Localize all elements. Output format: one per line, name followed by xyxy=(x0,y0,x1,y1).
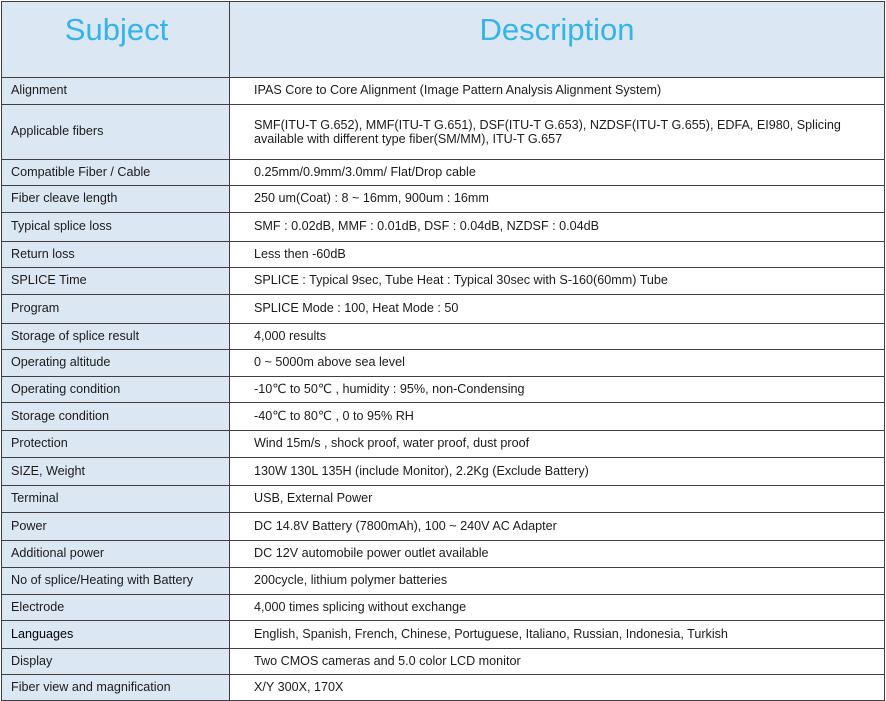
row-subject: Electrode xyxy=(2,595,230,621)
row-subject: Languages xyxy=(2,621,230,649)
table-row xyxy=(2,242,885,268)
table-row xyxy=(2,621,885,649)
table-row xyxy=(2,541,885,568)
table-row xyxy=(2,675,885,701)
row-description: -40℃ to 80℃ , 0 to 95% RH xyxy=(230,403,885,431)
row-subject: Power xyxy=(2,513,230,541)
row-description: USB, External Power xyxy=(230,486,885,513)
row-description: 4,000 times splicing without exchange xyxy=(230,595,885,621)
table-row xyxy=(2,595,885,621)
row-subject: Protection xyxy=(2,431,230,458)
row-description: SPLICE : Typical 9sec, Tube Heat : Typical 30sec with S-160(60mm) Tube xyxy=(230,268,885,295)
row-subject: Return loss xyxy=(2,242,230,268)
row-description: X/Y 300X, 170X xyxy=(230,675,885,701)
table-row xyxy=(2,324,885,350)
row-description: 0.25mm/0.9mm/3.0mm/ Flat/Drop cable xyxy=(230,160,885,186)
table-row xyxy=(2,431,885,458)
row-description: SMF(ITU-T G.652), MMF(ITU-T G.651), DSF(ITU-T G.653), NZDSF(ITU-T G.655), EDFA, EI980, Splicing available with different type fiber(SM/MM), ITU-T G.657 xyxy=(230,105,885,160)
row-subject: Alignment xyxy=(2,78,230,105)
row-subject: Fiber cleave length xyxy=(2,186,230,213)
row-subject: Additional power xyxy=(2,541,230,568)
table-row xyxy=(2,350,885,377)
table-row xyxy=(2,403,885,431)
table-row xyxy=(2,486,885,513)
row-subject: Operating altitude xyxy=(2,350,230,377)
table-row xyxy=(2,268,885,295)
table-row xyxy=(2,568,885,595)
row-subject: Display xyxy=(2,649,230,675)
row-description: SPLICE Mode : 100, Heat Mode : 50 xyxy=(230,295,885,324)
table-row xyxy=(2,78,885,105)
row-subject: SIZE, Weight xyxy=(2,458,230,486)
table-row xyxy=(2,105,885,160)
table-row xyxy=(2,458,885,486)
row-description: Two CMOS cameras and 5.0 color LCD monitor xyxy=(230,649,885,675)
row-subject: Program xyxy=(2,295,230,324)
row-description: DC 14.8V Battery (7800mAh), 100 ~ 240V AC Adapter xyxy=(230,513,885,541)
row-description: 200cycle, lithium polymer batteries xyxy=(230,568,885,595)
table-row xyxy=(2,295,885,324)
row-description: DC 12V automobile power outlet available xyxy=(230,541,885,568)
row-description: SMF : 0.02dB, MMF : 0.01dB, DSF : 0.04dB, NZDSF : 0.04dB xyxy=(230,213,885,242)
row-subject: Compatible Fiber / Cable xyxy=(2,160,230,186)
spec-table-container xyxy=(1,1,885,694)
header-row xyxy=(2,2,885,78)
description-column-header: Description xyxy=(230,2,885,78)
row-description: 4,000 results xyxy=(230,324,885,350)
spec-table xyxy=(1,1,885,701)
subject-column-header: Subject xyxy=(2,2,230,78)
row-subject: No of splice/Heating with Battery xyxy=(2,568,230,595)
row-subject: Fiber view and magnification xyxy=(2,675,230,701)
row-subject: SPLICE Time xyxy=(2,268,230,295)
table-row xyxy=(2,160,885,186)
row-subject: Storage of splice result xyxy=(2,324,230,350)
row-description: -10℃ to 50℃ , humidity : 95%, non-Condensing xyxy=(230,377,885,403)
row-subject: Typical splice loss xyxy=(2,213,230,242)
row-description: 250 um(Coat) : 8 ~ 16mm, 900um : 16mm xyxy=(230,186,885,213)
table-row xyxy=(2,649,885,675)
row-description: Wind 15m/s , shock proof, water proof, dust proof xyxy=(230,431,885,458)
row-description: Less then -60dB xyxy=(230,242,885,268)
table-row xyxy=(2,186,885,213)
row-description: 0 ~ 5000m above sea level xyxy=(230,350,885,377)
table-row xyxy=(2,213,885,242)
row-description: IPAS Core to Core Alignment (Image Pattern Analysis Alignment System) xyxy=(230,78,885,105)
table-row xyxy=(2,377,885,403)
row-description: 130W 130L 135H (include Monitor), 2.2Kg (Exclude Battery) xyxy=(230,458,885,486)
row-subject: Applicable fibers xyxy=(2,105,230,160)
row-subject: Operating condition xyxy=(2,377,230,403)
table-row xyxy=(2,513,885,541)
row-description: English, Spanish, French, Chinese, Portuguese, Italiano, Russian, Indonesia, Turkish xyxy=(230,621,885,649)
row-subject: Terminal xyxy=(2,486,230,513)
row-subject: Storage condition xyxy=(2,403,230,431)
